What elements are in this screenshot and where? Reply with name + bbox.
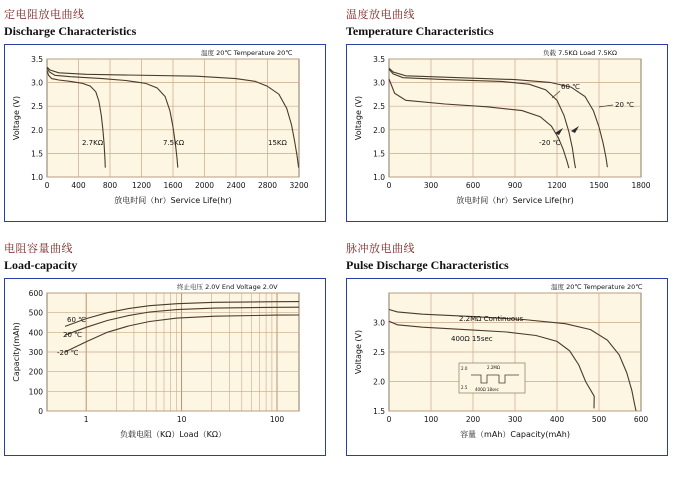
svg-text:3.0: 3.0 bbox=[373, 78, 385, 88]
pulse-title-cn: 脉冲放电曲线 bbox=[346, 242, 415, 255]
svg-text:2.2MΩ: 2.2MΩ bbox=[487, 365, 500, 370]
svg-text:负载电阻（KΩ）Load（KΩ）: 负载电阻（KΩ）Load（KΩ） bbox=[120, 430, 226, 439]
svg-text:温度 20℃ Temperature 20℃: 温度 20℃ Temperature 20℃ bbox=[551, 283, 643, 291]
svg-text:2.0: 2.0 bbox=[373, 377, 385, 387]
series-label-minus20c: -20 ℃ bbox=[57, 349, 79, 357]
svg-text:2000: 2000 bbox=[194, 181, 215, 190]
svg-text:900: 900 bbox=[507, 181, 523, 190]
svg-text:800: 800 bbox=[102, 181, 118, 190]
svg-text:1600: 1600 bbox=[163, 181, 183, 190]
svg-text:300: 300 bbox=[28, 348, 43, 357]
svg-text:0: 0 bbox=[386, 415, 392, 424]
series-label-60c: 60 ℃ bbox=[67, 316, 86, 324]
svg-text:1500: 1500 bbox=[589, 181, 609, 190]
svg-text:0: 0 bbox=[386, 181, 392, 190]
svg-text:100: 100 bbox=[28, 387, 43, 397]
quadrant-discharge bbox=[4, 6, 334, 222]
svg-text:600: 600 bbox=[633, 415, 649, 424]
svg-text:2.5: 2.5 bbox=[31, 102, 43, 112]
discharge-title-cn: 定电阻放电曲线 bbox=[4, 8, 85, 21]
svg-text:Capacity(mAh): Capacity(mAh) bbox=[12, 322, 21, 382]
discharge-title-en: Discharge Characteristics bbox=[4, 24, 137, 38]
discharge-chart bbox=[5, 45, 323, 219]
svg-text:1800: 1800 bbox=[631, 181, 651, 190]
series-label-75k: 7.5KΩ bbox=[163, 139, 185, 147]
load-capacity-chart bbox=[5, 279, 323, 453]
series-label-22m: 2.2MΩ Continuous bbox=[459, 315, 524, 323]
svg-text:600: 600 bbox=[465, 181, 481, 190]
temperature-panel bbox=[346, 44, 668, 222]
svg-text:1: 1 bbox=[83, 415, 89, 424]
pulse-chart bbox=[347, 279, 665, 453]
svg-text:300: 300 bbox=[423, 181, 439, 190]
svg-text:0: 0 bbox=[38, 407, 43, 416]
svg-text:2.5: 2.5 bbox=[373, 102, 385, 112]
svg-text:终止电压 2.0V End Voltage 2.0V: 终止电压 2.0V End Voltage 2.0V bbox=[177, 283, 278, 291]
svg-text:3200: 3200 bbox=[289, 181, 309, 190]
svg-text:Voltage (V): Voltage (V) bbox=[354, 95, 363, 141]
svg-text:3.0: 3.0 bbox=[31, 78, 43, 88]
svg-text:2400: 2400 bbox=[226, 181, 246, 190]
load-capacity-title-cn: 电阻容量曲线 bbox=[4, 242, 73, 255]
svg-text:200: 200 bbox=[28, 367, 43, 377]
svg-text:400: 400 bbox=[549, 415, 565, 424]
svg-text:1200: 1200 bbox=[131, 181, 152, 190]
load-capacity-title-en: Load-capacity bbox=[4, 258, 78, 272]
pulse-panel bbox=[346, 278, 668, 456]
svg-text:2800: 2800 bbox=[257, 181, 278, 190]
svg-text:3.0: 3.0 bbox=[373, 318, 385, 328]
svg-text:0: 0 bbox=[44, 181, 50, 190]
svg-text:放电时间（hr）Service Life(hr): 放电时间（hr）Service Life(hr) bbox=[114, 196, 232, 205]
svg-text:500: 500 bbox=[591, 415, 607, 424]
svg-text:1.0: 1.0 bbox=[31, 173, 43, 182]
svg-text:3.5: 3.5 bbox=[373, 55, 385, 64]
svg-text:100: 100 bbox=[423, 415, 439, 424]
svg-text:放电时间（hr）Service Life(hr): 放电时间（hr）Service Life(hr) bbox=[456, 196, 574, 205]
svg-text:2.0: 2.0 bbox=[31, 125, 43, 135]
svg-text:400: 400 bbox=[28, 328, 43, 338]
svg-text:400: 400 bbox=[71, 181, 86, 190]
svg-text:容量（mAh）Capacity(mAh): 容量（mAh）Capacity(mAh) bbox=[460, 430, 570, 439]
svg-text:1.0: 1.0 bbox=[373, 173, 385, 182]
quadrant-temperature bbox=[346, 6, 672, 222]
series-label-400ohm: 400Ω 15sec bbox=[451, 335, 493, 343]
temperature-chart bbox=[347, 45, 665, 219]
svg-text:1200: 1200 bbox=[547, 181, 567, 190]
svg-text:2.5: 2.5 bbox=[461, 385, 468, 390]
svg-text:10: 10 bbox=[176, 415, 187, 424]
series-label-27k: 2.7KΩ bbox=[82, 139, 104, 147]
svg-text:1.5: 1.5 bbox=[373, 407, 385, 416]
svg-text:600: 600 bbox=[28, 289, 43, 298]
pulse-inset-diagram bbox=[459, 363, 525, 393]
svg-text:400Ω 18sec: 400Ω 18sec bbox=[475, 387, 499, 392]
svg-text:Voltage (V): Voltage (V) bbox=[354, 329, 363, 375]
svg-text:300: 300 bbox=[507, 415, 523, 424]
series-label-15k: 15KΩ bbox=[268, 139, 287, 147]
svg-text:2.0: 2.0 bbox=[373, 125, 385, 135]
series-label-20c: 20 ℃ bbox=[615, 101, 634, 109]
temperature-title-en: Temperature Characteristics bbox=[346, 24, 494, 38]
pulse-title-en: Pulse Discharge Characteristics bbox=[346, 258, 509, 272]
svg-text:2.0: 2.0 bbox=[461, 366, 468, 371]
series-label-20c: 20 ℃ bbox=[63, 331, 82, 339]
svg-text:3.5: 3.5 bbox=[31, 55, 43, 64]
series-label-60c: 60 ℃ bbox=[561, 83, 580, 91]
svg-text:500: 500 bbox=[28, 308, 43, 318]
svg-text:1.5: 1.5 bbox=[373, 149, 385, 159]
quadrant-pulse bbox=[346, 240, 672, 456]
load-capacity-panel bbox=[4, 278, 326, 456]
svg-text:Voltage (V): Voltage (V) bbox=[12, 95, 21, 141]
svg-text:100: 100 bbox=[269, 415, 285, 424]
svg-text:负载 7.5KΩ Load 7.5KΩ: 负载 7.5KΩ Load 7.5KΩ bbox=[543, 49, 617, 57]
quadrant-load-capacity bbox=[4, 240, 334, 456]
discharge-panel bbox=[4, 44, 326, 222]
svg-text:温度 20℃ Temperature 20℃: 温度 20℃ Temperature 20℃ bbox=[201, 49, 293, 57]
temperature-title-cn: 温度放电曲线 bbox=[346, 8, 415, 21]
svg-text:2.5: 2.5 bbox=[373, 348, 385, 357]
svg-text:1.5: 1.5 bbox=[31, 149, 43, 159]
series-label-minus20c: -20 ℃ bbox=[539, 139, 561, 147]
svg-text:200: 200 bbox=[465, 415, 481, 424]
